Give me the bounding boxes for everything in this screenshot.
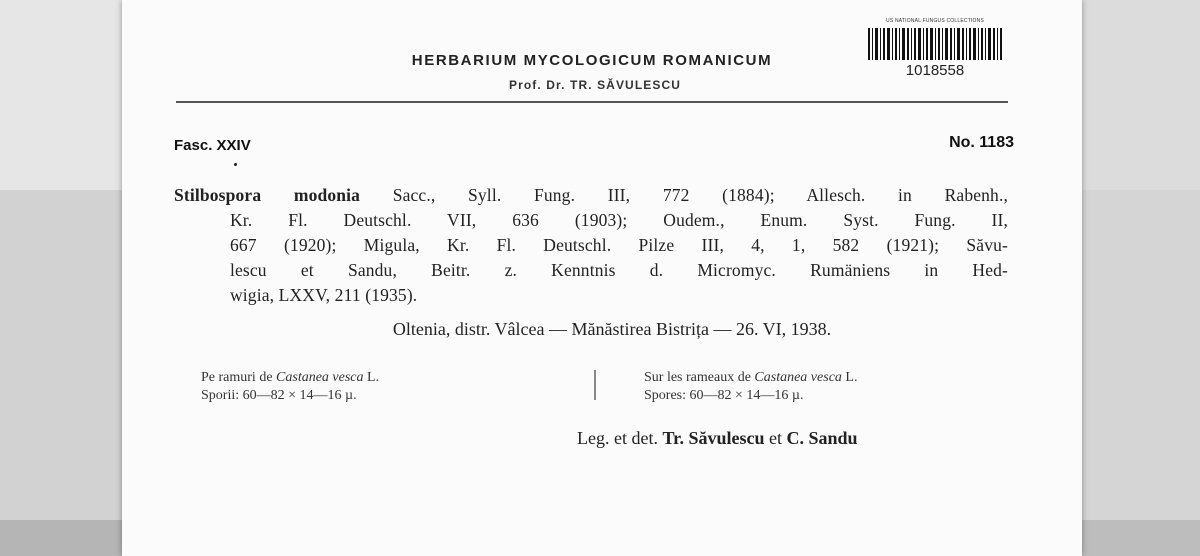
- herbarium-director: Prof. Dr. TR. SĂVULESCU: [509, 78, 681, 92]
- citation-line: Kr. Fl. Deutschl. VII, 636 (1903); Oudem., Enum. Syst. Fung. II,: [230, 210, 1008, 230]
- fascicle-number: Fasc. XXIV: [174, 137, 251, 154]
- host-name: Castanea vesca: [754, 370, 842, 385]
- collector-name: C. Sandu: [786, 428, 858, 448]
- host-note-romanian: Pe ramuri de Castanea vesca L. Sporii: 60—82 × 14—16 µ.: [201, 370, 380, 403]
- host-divider: [594, 370, 596, 400]
- locality: Oltenia, distr. Vâlcea — Mănăstirea Bistrița — 26. VI, 1938.: [392, 319, 832, 339]
- envelope-right: [1070, 0, 1200, 556]
- barcode-block: [860, 18, 1010, 84]
- herbarium-label: [122, 0, 1082, 556]
- barcode-caption: US NATIONAL FUNGUS COLLECTIONS: [886, 18, 984, 24]
- host-name: Castanea vesca: [276, 370, 364, 385]
- specimen-number: No. 1183: [949, 134, 1014, 151]
- envelope-left: [0, 0, 140, 556]
- host-note-french: Sur les rameaux de Castanea vesca L. Spores: 60—82 × 14—16 µ.: [644, 370, 858, 403]
- taxon-name: Stilbospora modonia: [174, 185, 361, 205]
- herbarium-title: HERBARIUM MYCOLOGICUM ROMANICUM: [411, 52, 773, 69]
- taxon-citation: [174, 183, 1008, 308]
- header-divider: [176, 101, 1008, 103]
- citation-line: 667 (1920); Migula, Kr. Fl. Deutschl. Pilze III, 4, 1, 582 (1921); Săvu-: [230, 235, 1008, 255]
- barcode-icon: [868, 28, 1002, 60]
- citation-line: Sacc., Syll. Fung. III, 772 (1884); Allesch. in Rabenh.,: [360, 185, 1008, 205]
- citation-line: wigia, LXXV, 211 (1935).: [230, 285, 418, 305]
- barcode-number: 1018558: [905, 62, 965, 79]
- ink-dot: [234, 163, 237, 166]
- collectors: Leg. et det. Tr. Săvulescu et C. Sandu: [577, 428, 858, 448]
- citation-line: lescu et Sandu, Beitr. z. Kenntnis d. Micromyc. Rumäniens in Hed-: [230, 260, 1008, 280]
- spore-measurement: Spores: 60—82 × 14—16 µ.: [644, 388, 804, 403]
- collector-name: Tr. Săvulescu: [662, 428, 765, 448]
- spore-measurement: Sporii: 60—82 × 14—16 µ.: [201, 388, 357, 403]
